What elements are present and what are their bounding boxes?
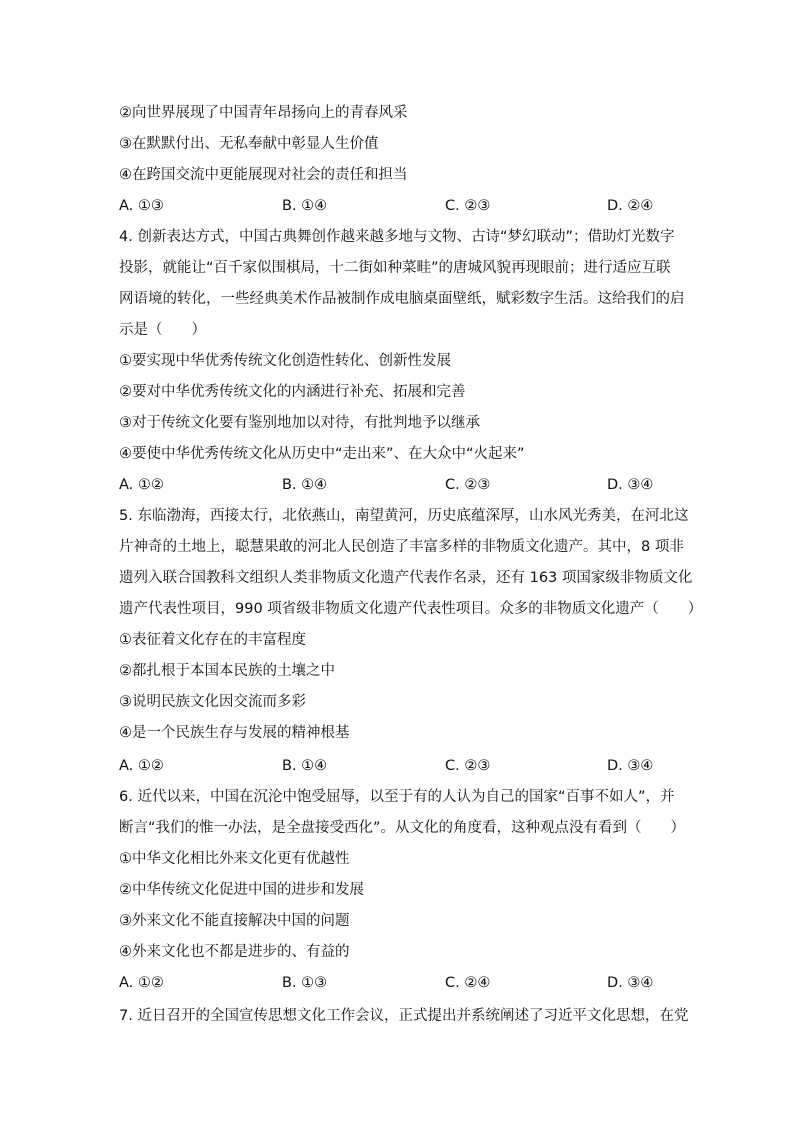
q5-item-3: ③说明民族文化因交流而多彩 [119, 694, 306, 710]
q5-choice-b[interactable]: B. ①④ [282, 758, 328, 774]
q6-choices [119, 973, 679, 993]
q6-choice-d[interactable]: D. ③④ [607, 975, 654, 991]
q7-stem-line-1: 7. 近日召开的全国宣传思想文化工作会议，正式提出并系统阐述了习近平文化思想，在党 [119, 1008, 689, 1024]
q4-item-3: ③对于传统文化要有鉴别地加以对待，有批判地予以继承 [119, 415, 480, 431]
q5-stem-line-4: 遗产代表性项目，990 项省级非物质文化遗产代表性项目。众多的非物质文化遗产（ ） [119, 601, 703, 617]
q4-item-2: ②要对中华优秀传统文化的内涵进行补充、拓展和完善 [119, 384, 466, 400]
q4-stem-line-4: 示是（ ） [119, 322, 206, 338]
q4-stem-line-1: 4. 创新表达方式，中国古典舞创作越来越多地与文物、古诗“梦幻联动”；借助灯光数字 [119, 229, 675, 245]
q5-item-1: ①表征着文化存在的丰富程度 [119, 632, 306, 648]
q4-choice-b[interactable]: B. ①④ [282, 477, 328, 493]
q5-choice-d[interactable]: D. ③④ [607, 758, 654, 774]
q6-stem-line-2: 断言“我们的惟一办法，是全盘接受西化”。从文化的角度看，这种观点没有看到（ ） [119, 820, 686, 836]
q5-stem-line-2: 片神奇的土地上，聪慧果敢的河北人民创造了丰富多样的非物质文化遗产。其中，8 项非 [119, 539, 684, 555]
q3-choice-a[interactable]: A. ①③ [119, 198, 164, 214]
q6-choice-b[interactable]: B. ①③ [282, 975, 328, 991]
q4-stem-line-3: 网语境的转化，一些经典美术作品被制作成电脑桌面壁纸，赋彩数字生活。这给我们的启 [119, 291, 685, 307]
q6-item-3: ③外来文化不能直接解决中国的问题 [119, 913, 350, 929]
q4-item-4: ④要使中华优秀传统文化从历史中“走出来”、在大众中“火起来” [119, 446, 525, 462]
q3-choice-b[interactable]: B. ①④ [282, 198, 328, 214]
q3-choices [119, 196, 679, 216]
q4-choice-d[interactable]: D. ③④ [607, 477, 654, 493]
q5-stem-line-1: 5. 东临渤海，西接太行，北依燕山，南望黄河，历史底蕴深厚，山水风光秀美，在河北这 [119, 508, 689, 524]
q6-item-4: ④外来文化也不都是进步的、有益的 [119, 944, 350, 960]
q3-choice-c[interactable]: C. ②③ [445, 198, 491, 214]
q4-choice-a[interactable]: A. ①② [119, 477, 164, 493]
q3-item-4: ④在跨国交流中更能展现对社会的责任和担当 [119, 167, 408, 183]
q5-item-2: ②都扎根于本国本民族的土壤之中 [119, 663, 335, 679]
q5-choice-c[interactable]: C. ②③ [445, 758, 491, 774]
q4-choices [119, 475, 679, 495]
q5-choices [119, 756, 679, 776]
q6-stem-line-1: 6. 近代以来，中国在沉沦中饱受屈辱，以至于有的人认为自己的国家“百事不如人”，并 [119, 789, 675, 805]
q3-item-3: ③在默默付出、无私奉献中彰显人生价值 [119, 136, 379, 152]
q3-choice-d[interactable]: D. ②④ [607, 198, 654, 214]
q6-item-1: ①中华文化相比外来文化更有优越性 [119, 851, 350, 867]
q6-item-2: ②中华传统文化促进中国的进步和发展 [119, 882, 364, 898]
q6-choice-c[interactable]: C. ②④ [445, 975, 491, 991]
q5-item-4: ④是一个民族生存与发展的精神根基 [119, 725, 350, 741]
q5-stem-line-3: 遗列入联合国教科文组织人类非物质文化遗产代表作名录，还有 163 项国家级非物质文化 [119, 570, 693, 586]
q5-choice-a[interactable]: A. ①② [119, 758, 164, 774]
q4-item-1: ①要实现中华优秀传统文化创造性转化、创新性发展 [119, 353, 451, 369]
q4-stem-line-2: 投影，就能让“百千家似围棋局，十二街如种菜畦”的唐城风貌再现眼前；进行适应互联 [119, 260, 671, 276]
q3-item-2: ②向世界展现了中国青年昂扬向上的青春风采 [119, 105, 408, 121]
q4-choice-c[interactable]: C. ②③ [445, 477, 491, 493]
q6-choice-a[interactable]: A. ①② [119, 975, 164, 991]
